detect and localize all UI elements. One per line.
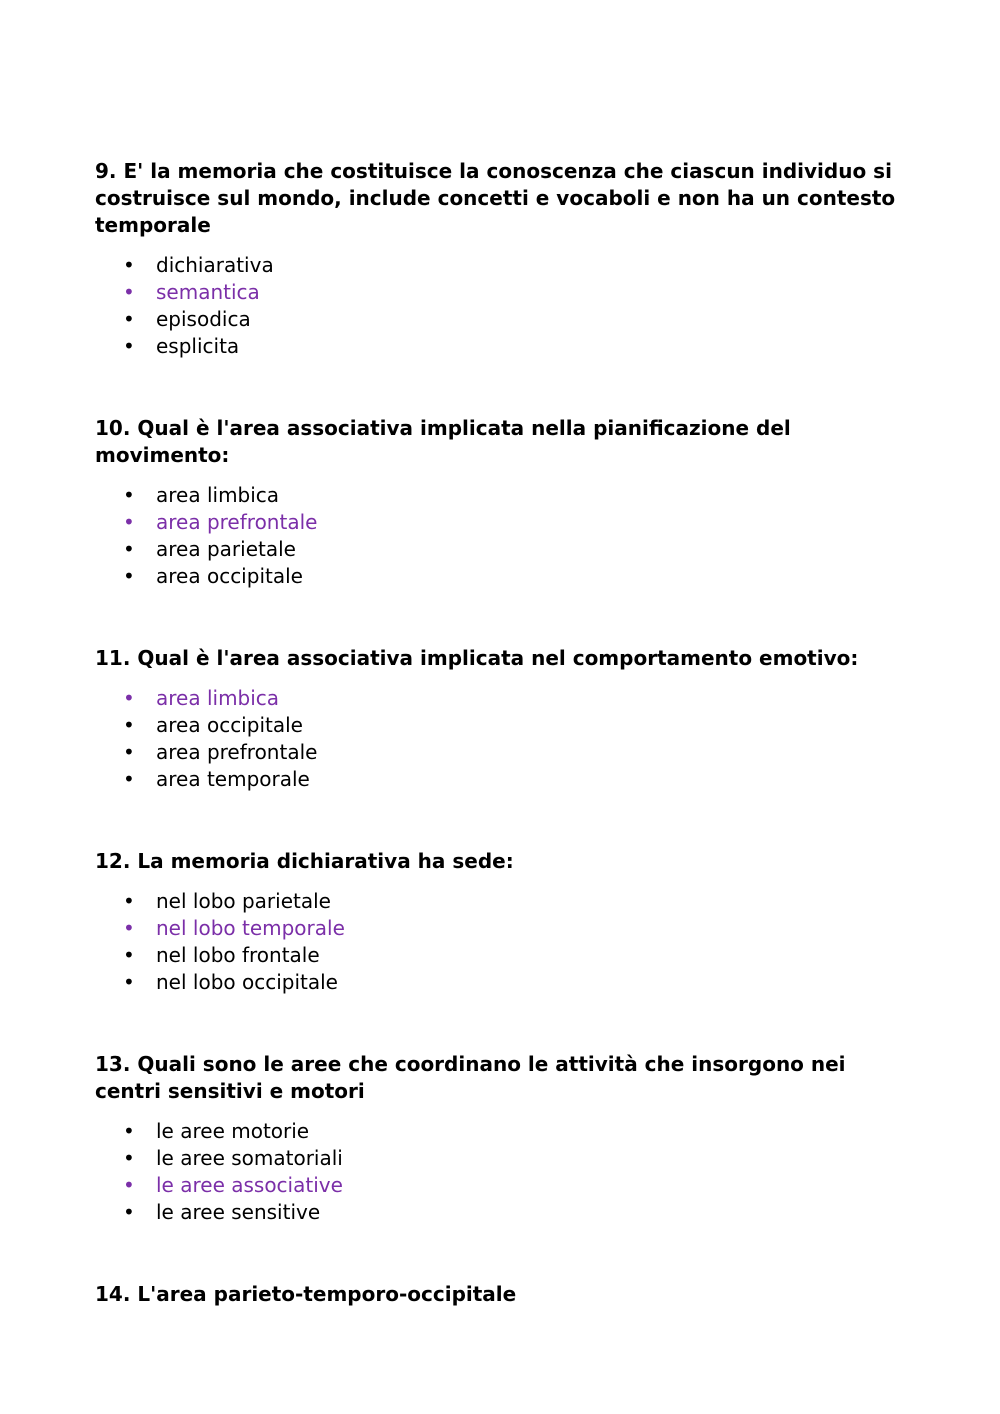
answer-option: • nel lobo parietale	[95, 888, 915, 915]
answer-option: • esplicita	[95, 333, 915, 360]
answer-option-correct: • area limbica	[95, 685, 915, 712]
answer-option-correct: • area prefrontale	[95, 509, 915, 536]
answer-option: • nel lobo frontale	[95, 942, 915, 969]
answer-option: • nel lobo occipitale	[95, 969, 915, 996]
answer-option: • le aree motorie	[95, 1118, 915, 1145]
question-13	[95, 1051, 915, 1226]
question-spacer	[95, 793, 915, 848]
answer-option: • episodica	[95, 306, 915, 333]
answer-option: • area limbica	[95, 482, 915, 509]
answer-option-correct: • nel lobo temporale	[95, 915, 915, 942]
answer-option: • area occipitale	[95, 563, 915, 590]
question-title: 11. Qual è l'area associativa implicata nel comportamento emotivo:	[95, 646, 859, 670]
question-spacer	[95, 996, 915, 1051]
question-12	[95, 848, 915, 996]
answer-option-correct: • semantica	[95, 279, 915, 306]
question-title: 9. E' la memoria che costituisce la conoscenza che ciascun individuo si costruisce sul mondo, include concetti e vocaboli e non ha un contesto temporale	[95, 159, 896, 237]
question-spacer	[95, 590, 915, 645]
question-11	[95, 645, 915, 793]
question-10	[95, 415, 915, 590]
answer-list	[95, 482, 915, 590]
question-spacer	[95, 360, 915, 415]
answer-option: • dichiarativa	[95, 252, 915, 279]
answer-option: • area occipitale	[95, 712, 915, 739]
question-14	[95, 1281, 915, 1308]
answer-option: • area prefrontale	[95, 739, 915, 766]
answer-option-correct: • le aree associative	[95, 1172, 915, 1199]
answer-option: • area parietale	[95, 536, 915, 563]
question-title: 10. Qual è l'area associativa implicata nella pianificazione del movimento:	[95, 416, 791, 467]
question-title: 12. La memoria dichiarativa ha sede:	[95, 849, 514, 873]
answer-list	[95, 1118, 915, 1226]
question-title: 13. Quali sono le aree che coordinano le attività che insorgono nei centri sensitivi e motori	[95, 1052, 846, 1103]
quiz-page	[95, 158, 915, 1321]
answer-list	[95, 888, 915, 996]
answer-list	[95, 685, 915, 793]
answer-option: • le aree somatoriali	[95, 1145, 915, 1172]
question-spacer	[95, 1226, 915, 1281]
question-9	[95, 158, 915, 360]
answer-list	[95, 252, 915, 360]
question-title: 14. L'area parieto-temporo-occipitale	[95, 1282, 517, 1306]
answer-option: • area temporale	[95, 766, 915, 793]
answer-option: • le aree sensitive	[95, 1199, 915, 1226]
